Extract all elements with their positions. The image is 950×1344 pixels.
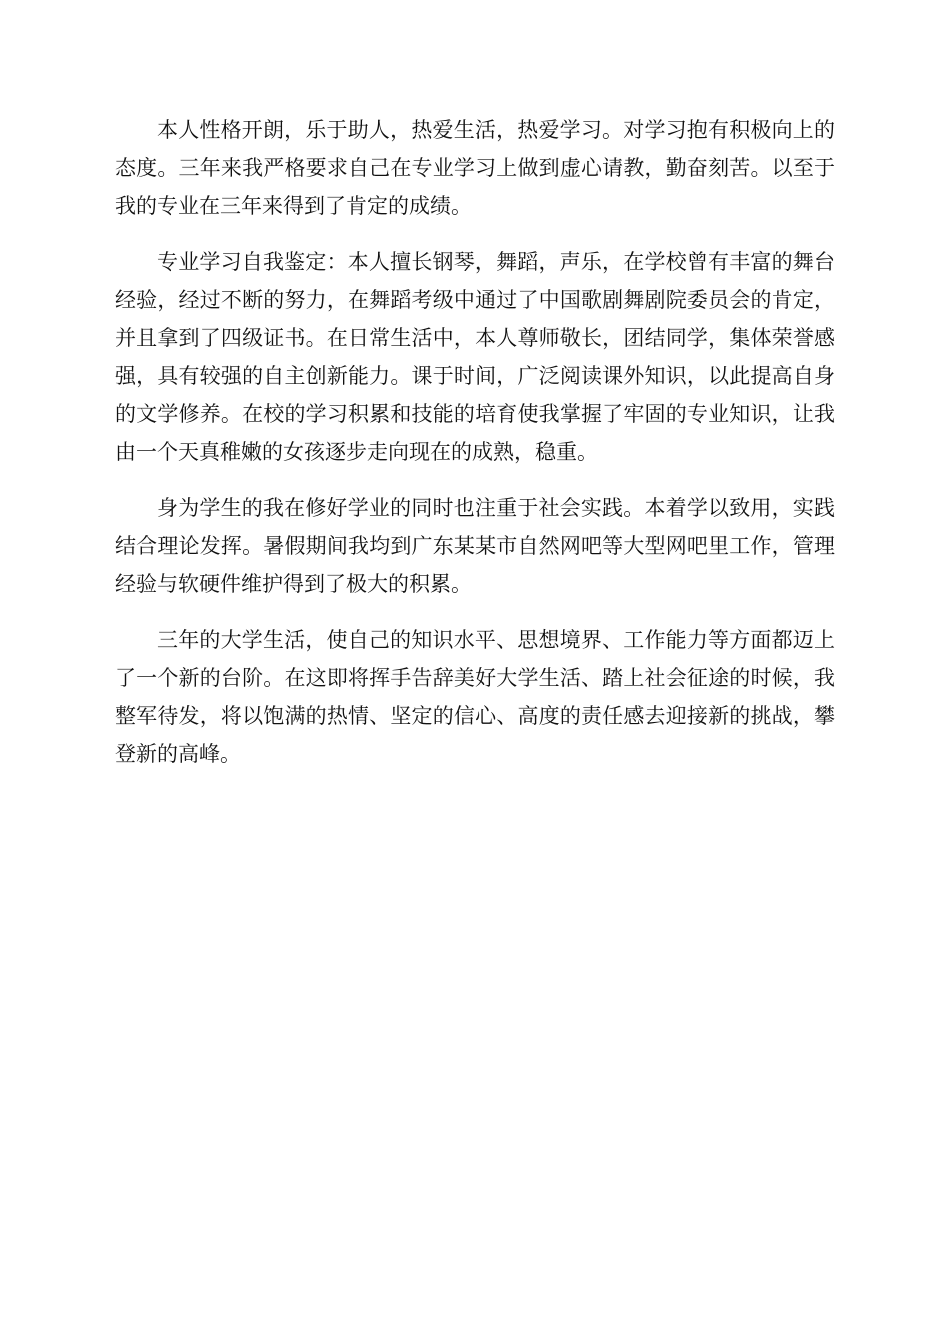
paragraph-professional-study: 专业学习自我鉴定：本人擅长钢琴，舞蹈，声乐，在学校曾有丰富的舞台经验，经过不断的努力，在舞蹈考级中通过了中国歌剧舞剧院委员会的肯定，并且拿到了四级证书。在日常生活中，本人尊师敬长，团结同学，集体荣誉感强，具有较强的自主创新能力。课于时间，广泛阅读课外知识，以此提高自身的文学修养。在校的学习积累和技能的培育使我掌握了牢固的专业知识，让我由一个天真稚嫩的女孩逐步走向现在的成熟，稳重。: [115, 250, 835, 464]
paragraph-conclusion: 三年的大学生活，使自己的知识水平、思想境界、工作能力等方面都迈上了一个新的台阶。在这即将挥手告辞美好大学生活、踏上社会征途的时候，我整军待发，将以饱满的热情、坚定的信心、高度的责任感去迎接新的挑战，攀登新的高峰。: [115, 628, 835, 766]
paragraph-social-practice: 身为学生的我在修好学业的同时也注重于社会实践。本着学以致用，实践结合理论发挥。暑假期间我均到广东某某市自然网吧等大型网吧里工作，管理经验与软硬件维护得到了极大的积累。: [115, 496, 835, 596]
document-body: [115, 111, 835, 791]
paragraph-personality: 本人性格开朗，乐于助人，热爱生活，热爱学习。对学习抱有积极向上的态度。三年来我严格要求自己在专业学习上做到虚心请教，勤奋刻苦。以至于我的专业在三年来得到了肯定的成绩。: [115, 118, 835, 218]
